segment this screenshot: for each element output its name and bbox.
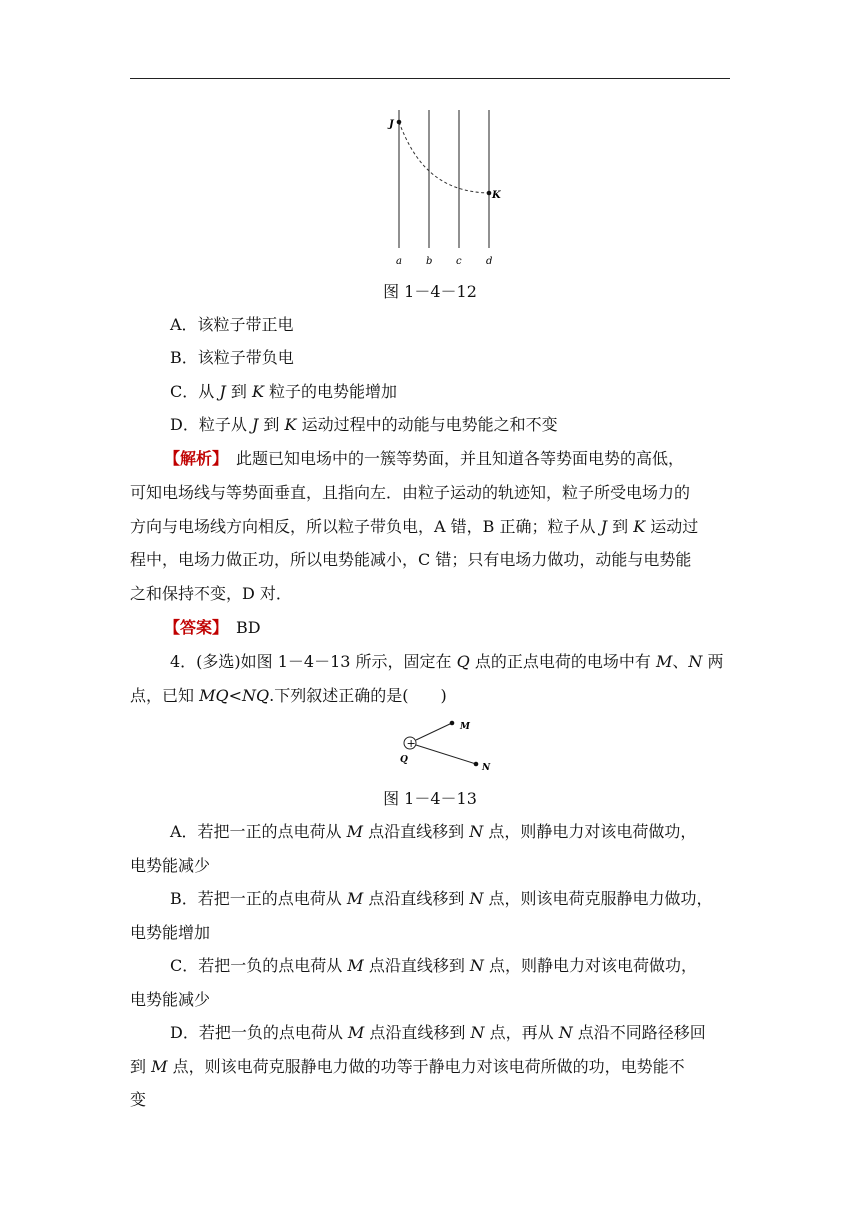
line-label-b: b (426, 256, 433, 267)
q4-stem-line-2: 点，已知 MQ<NQ.下列叙述正确的是( ) (130, 686, 447, 705)
line-label-d: d (486, 256, 493, 267)
trajectory-curve (399, 122, 489, 193)
q4-stem-line-1: 4．(多选)如图 1－4－13 所示，固定在 Q 点的正点电荷的电场中有 M、N 两 (170, 652, 724, 671)
point-k-dot (487, 191, 492, 196)
figure-1-4-13 (390, 712, 510, 782)
line-label-a: a (396, 256, 402, 267)
point-m-label: M (460, 722, 470, 732)
q4-option-c-line-1: C．若把一负的点电荷从 M 点沿直线移到 N 点，则静电力对该电荷做功， (170, 956, 698, 975)
point-j-label: J (389, 119, 394, 130)
q4-option-b-line-2: 电势能增加 (130, 923, 211, 942)
point-n-label: N (482, 763, 491, 773)
q3-option-c: C．从 J 到 K 粒子的电势能增加 (170, 382, 397, 401)
q4-option-d-line-1: D．若把一负的点电荷从 M 点沿直线移到 N 点，再从 N 点沿不同路径移回 (170, 1023, 706, 1042)
q3-option-d: D．粒子从 J 到 K 运动过程中的动能与电势能之和不变 (170, 415, 558, 434)
q4-option-c-line-2: 电势能减少 (130, 990, 211, 1009)
analysis-line-1: 【解析】 此题已知电场中的一簇等势面，并且知道各等势面电势的高低， (164, 449, 685, 468)
q4-option-a-line-1: A．若把一正的点电荷从 M 点沿直线移到 N 点，则静电力对该电荷做功， (170, 822, 697, 841)
analysis-tag: 【解析】 (164, 449, 221, 468)
point-n-dot (474, 762, 479, 767)
segment-q-m (416, 723, 452, 740)
analysis-line-2: 可知电场线与等势面垂直，且指向左．由粒子运动的轨迹知，粒子所受电场力的 (130, 483, 691, 502)
header-rule (130, 78, 730, 79)
analysis-line-4: 程中，电场力做正功，所以电势能减小，C 错；只有电场力做功，动能与电势能 (130, 550, 692, 569)
q3-option-a: A．该粒子带正电 (170, 315, 294, 334)
answer-line (130, 618, 764, 638)
answer-tag: 【答案】 (164, 618, 221, 637)
point-j-dot (397, 120, 402, 125)
line-label-c: c (456, 256, 462, 267)
point-m-dot (450, 721, 455, 726)
q4-option-a-line-2: 电势能减少 (130, 856, 211, 875)
answer-value: BD (220, 618, 261, 637)
figure-caption-13: 图 1－4－13 (383, 789, 477, 808)
point-k-label: K (492, 190, 501, 201)
analysis-line-3: 方向与电场线方向相反，所以粒子带负电，A 错，B 正确；粒子从 J 到 K 运动过 (130, 517, 699, 536)
charge-q-label: Q (400, 755, 408, 765)
figure-caption-12: 图 1－4－12 (383, 282, 477, 301)
analysis-line-5: 之和保持不变，D 对． (130, 584, 292, 603)
charge-q-plus: + (406, 737, 416, 750)
q4-option-d-line-3: 变 (130, 1090, 147, 1109)
q4-option-b-line-1: B．若把一正的点电荷从 M 点沿直线移到 N 点，则该电荷克服静电力做功， (170, 889, 713, 908)
q4-option-d-line-2: 到 M 点，则该电荷克服静电力做的功等于静电力对该电荷所做的功，电势能不 (130, 1057, 685, 1076)
q3-option-b: B．该粒子带负电 (170, 348, 294, 367)
figure-1-4-12 (380, 100, 510, 270)
segment-q-n (416, 745, 476, 764)
